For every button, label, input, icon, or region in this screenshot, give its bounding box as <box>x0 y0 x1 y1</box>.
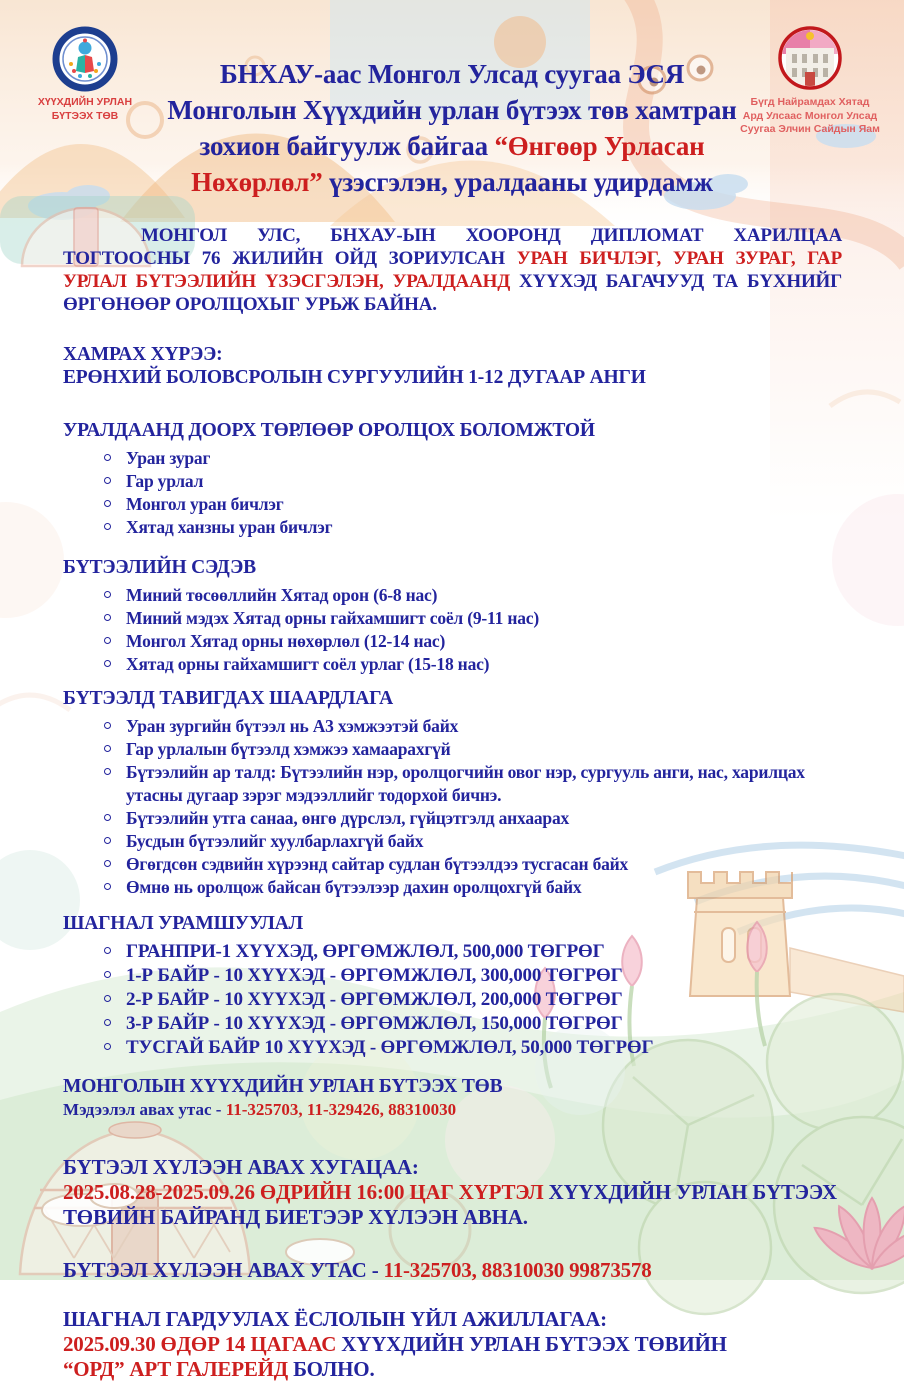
bullet-icon <box>104 454 111 461</box>
contact-label: Мэдээлэл авах утас - <box>63 1100 226 1119</box>
list-item-text: Монгол уран бичлэг <box>126 494 284 514</box>
embassy-logo-icon <box>778 26 842 90</box>
contact-phone-line <box>63 1098 842 1121</box>
list-item <box>103 470 842 493</box>
list-item <box>103 830 842 853</box>
section-submission-phone <box>63 1258 842 1283</box>
list-item <box>103 1012 842 1036</box>
title-line1: БНХАУ-аас Монгол Улсад суугаа ЭСЯ <box>219 59 685 89</box>
bullet-icon <box>104 883 111 890</box>
list-item <box>103 876 842 899</box>
scope-line: ЕРӨНХИЙ БОЛОВСРОЛЫН СУРГУУЛИЙН 1-12 ДУГААР АНГИ <box>63 367 646 388</box>
list-item-text: Уран зураг <box>126 448 211 468</box>
list-item <box>103 807 842 830</box>
themes-header: БҮТЭЭЛИЙН СЭДЭВ <box>63 557 256 578</box>
bullet-icon <box>104 591 111 598</box>
section-ceremony <box>63 1307 842 1382</box>
list-item-text: 2-Р БАЙР - 10 ХҮҮХЭД - ӨРГӨМЖЛӨЛ, 200,000 ТӨГРӨГ <box>126 989 623 1010</box>
section-awards <box>63 912 842 1060</box>
list-item <box>103 447 842 470</box>
poster-body <box>63 224 842 1382</box>
list-item <box>103 653 842 676</box>
bullet-icon <box>104 722 111 729</box>
title-line4-blue: үзэсгэлэн, уралдааны удирдамж <box>322 167 713 197</box>
ceremony-end: БОЛНО. <box>293 1357 375 1381</box>
bullet-icon <box>104 995 111 1002</box>
section-contact <box>63 1075 842 1121</box>
section-scope <box>63 343 842 389</box>
submission-phone-numbers: 11-325703, 88310030 99873578 <box>383 1258 652 1282</box>
bullet-icon <box>104 477 111 484</box>
title-line3-blue: зохион байгуулж байгаа <box>199 131 495 161</box>
bullet-icon <box>104 614 111 621</box>
ceremony-header: ШАГНАЛ ГАРДУУЛАХ ЁСЛОЛЫН ҮЙЛ АЖИЛЛАГАА: <box>63 1307 607 1331</box>
right-logo-caption-line3: Суугаа Элчин Сайдын Яам <box>740 123 880 136</box>
list-item <box>103 493 842 516</box>
bullet-icon <box>104 947 111 954</box>
intro-part3: ХҮҮХЭД БАГАЧУУД ТА БҮХНИЙГ ӨРГӨНӨӨР ОРОЛЦОХЫГ УРЬЖ БАЙНА. <box>63 271 842 315</box>
intro-part2: УРАН БИЧЛЭГ, УРАН ЗУРАГ, ГАР УРЛАЛ БҮТЭЭЛИЙН ҮЗЭСГЭЛЭН, УРАЛДААНД <box>63 248 842 292</box>
bullet-icon <box>104 637 111 644</box>
ceremony-date: 2025.09.30 ӨДӨР 14 ЦАГААС <box>63 1332 342 1356</box>
list-item <box>103 761 842 807</box>
categories-list <box>63 447 842 539</box>
awards-header: ШАГНАЛ УРАМШУУЛАЛ <box>63 913 303 934</box>
ceremony-venue-blue: ХҮҮХДИЙН УРЛАН БҮТЭЭХ ТӨВИЙН <box>341 1332 727 1356</box>
deadline-header: БҮТЭЭЛ ХҮЛЭЭН АВАХ ХУГАЦАА: <box>63 1155 419 1179</box>
themes-list <box>63 584 842 676</box>
list-item-text: Гар урлалын бүтээлд хэмжээ хамаарахгүй <box>126 739 451 759</box>
list-item <box>103 516 842 539</box>
left-logo-caption-line1: ХҮҮХДИЙН УРЛАН <box>37 96 133 108</box>
list-item-text: Бүтээлийн ар талд: Бүтээлийн нэр, оролцогчийн овог нэр, сургууль анги, нас, харилцах утасны дугаар зэрэг мэдээллийг тодорхой бичнэ. <box>126 762 805 805</box>
title-line3 <box>150 128 754 164</box>
bullet-icon <box>104 860 111 867</box>
section-categories <box>63 419 842 539</box>
right-logo-caption <box>730 96 890 137</box>
awards-list <box>63 940 842 1060</box>
right-logo-caption-line2: Ард Улсаас Монгол Улсад <box>742 109 878 122</box>
list-item-text: 1-Р БАЙР - 10 ХҮҮХЭД - ӨРГӨМЖЛӨЛ, 300,000 ТӨГРӨГ <box>126 965 623 986</box>
list-item-text: Өмнө нь оролцож байсан бүтээлээр дахин оролцохгүй байх <box>126 877 582 897</box>
left-logo-block <box>20 28 150 123</box>
list-item <box>103 715 842 738</box>
list-item-text: Бусдын бүтээлийг хуулбарлахгүй байх <box>126 831 424 851</box>
section-deadline <box>63 1155 842 1230</box>
section-requirements <box>63 687 842 899</box>
list-item-text: Бүтээлийн утга санаа, өнгө дүрслэл, гүйцэтгэлд анхаарах <box>126 808 570 828</box>
bullet-icon <box>104 971 111 978</box>
left-logo-caption-line2: БҮТЭЭХ ТӨВ <box>51 109 119 122</box>
ceremony-text <box>63 1332 842 1382</box>
deadline-dates: 2025.08.28-2025.09.26 ӨДРИЙН 16:00 ЦАГ ХҮРТЭЛ <box>63 1180 549 1204</box>
page-title <box>150 56 754 200</box>
contact-phones: 11-325703, 11-329426, 88310030 <box>225 1100 457 1119</box>
bullet-icon <box>104 814 111 821</box>
bullet-icon <box>104 660 111 667</box>
submission-phone-label: БҮТЭЭЛ ХҮЛЭЭН АВАХ УТАС - <box>63 1258 384 1282</box>
categories-header: УРАЛДААНД ДООРХ ТӨРЛӨӨР ОРОЛЦОХ БОЛОМЖТОЙ <box>63 420 595 441</box>
bullet-icon <box>104 500 111 507</box>
bullet-icon <box>104 745 111 752</box>
intro-part1: МОНГОЛ УЛС, БНХАУ-ЫН ХООРОНД ДИПЛОМАТ ХАРИЛЦАА ТОГТООСНЫ 76 ЖИЛИЙН ОЙД ЗОРИУЛСАН <box>63 225 842 269</box>
list-item-text: ГРАНПРИ-1 ХҮҮХЭД, ӨРГӨМЖЛӨЛ, 500,000 ТӨГРӨГ <box>126 941 605 962</box>
list-item <box>103 630 842 653</box>
list-item <box>103 940 842 964</box>
list-item-text: Монгол Хятад орны нөхөрлөл (12-14 нас) <box>126 631 446 651</box>
list-item-text: Уран зургийн бүтээл нь А3 хэмжээтэй байх <box>126 716 459 736</box>
list-item-text: Хятад орны гайхамшигт соёл урлаг (15-18 нас) <box>126 654 490 674</box>
list-item-text: 3-Р БАЙР - 10 ХҮҮХЭД - ӨРГӨМЖЛӨЛ, 150,000 ТӨГРӨГ <box>126 1013 623 1034</box>
list-item <box>103 964 842 988</box>
bullet-icon <box>104 768 111 775</box>
list-item-text: Гар урлал <box>126 471 204 491</box>
bullet-icon <box>104 1043 111 1050</box>
requirements-list <box>63 715 842 899</box>
list-item-text: ТУСГАЙ БАЙР 10 ХҮҮХЭД - ӨРГӨМЖЛӨЛ, 50,000 ТӨГРӨГ <box>126 1037 654 1058</box>
title-line2: Монголын Хүүхдийн урлан бүтээх төв хамтран <box>167 95 737 125</box>
list-item <box>103 1036 842 1060</box>
intro-paragraph <box>63 224 842 316</box>
requirements-header: БҮТЭЭЛД ТАВИГДАХ ШААРДЛАГА <box>63 688 394 709</box>
list-item <box>103 607 842 630</box>
list-item <box>103 853 842 876</box>
contact-header: МОНГОЛЫН ХҮҮХДИЙН УРЛАН БҮТЭЭХ ТӨВ <box>63 1076 503 1097</box>
section-themes <box>63 556 842 676</box>
left-logo-caption <box>20 96 150 123</box>
scope-header: ХАМРАХ ХҮРЭЭ: <box>63 344 223 365</box>
bullet-icon <box>104 1019 111 1026</box>
list-item <box>103 584 842 607</box>
list-item-text: Миний төсөөллийн Хятад орон (6-8 нас) <box>126 585 438 605</box>
ceremony-gallery: “ОРД” АРТ ГАЛЕРЕЙД <box>63 1357 294 1381</box>
right-logo-block <box>730 26 890 137</box>
deadline-location: ХҮҮХДИЙН УРЛАН БҮТЭЭХ ТӨВИЙН БАЙРАНД БИЕТЭЭР ХҮЛЭЭН АВНА. <box>63 1180 837 1229</box>
list-item-text: Миний мэдэх Хятад орны гайхамшигт соёл (9-11 нас) <box>126 608 539 628</box>
list-item <box>103 988 842 1012</box>
right-logo-caption-line1: Бүгд Найрамдах Хятад <box>750 96 870 108</box>
title-line4 <box>150 164 754 200</box>
children-center-logo-icon <box>54 28 116 90</box>
deadline-text <box>63 1180 842 1230</box>
bullet-icon <box>104 837 111 844</box>
list-item <box>103 738 842 761</box>
bullet-icon <box>104 523 111 530</box>
list-item-text: Хятад ханзны уран бичлэг <box>126 517 333 537</box>
title-line3-red: “Өнгөөр Урласан <box>494 131 705 161</box>
title-line4-red: Нөхөрлөл” <box>191 167 323 197</box>
list-item-text: Өгөгдсөн сэдвийн хүрээнд сайтар судлан бүтээлдээ тусгасан байх <box>126 854 629 874</box>
